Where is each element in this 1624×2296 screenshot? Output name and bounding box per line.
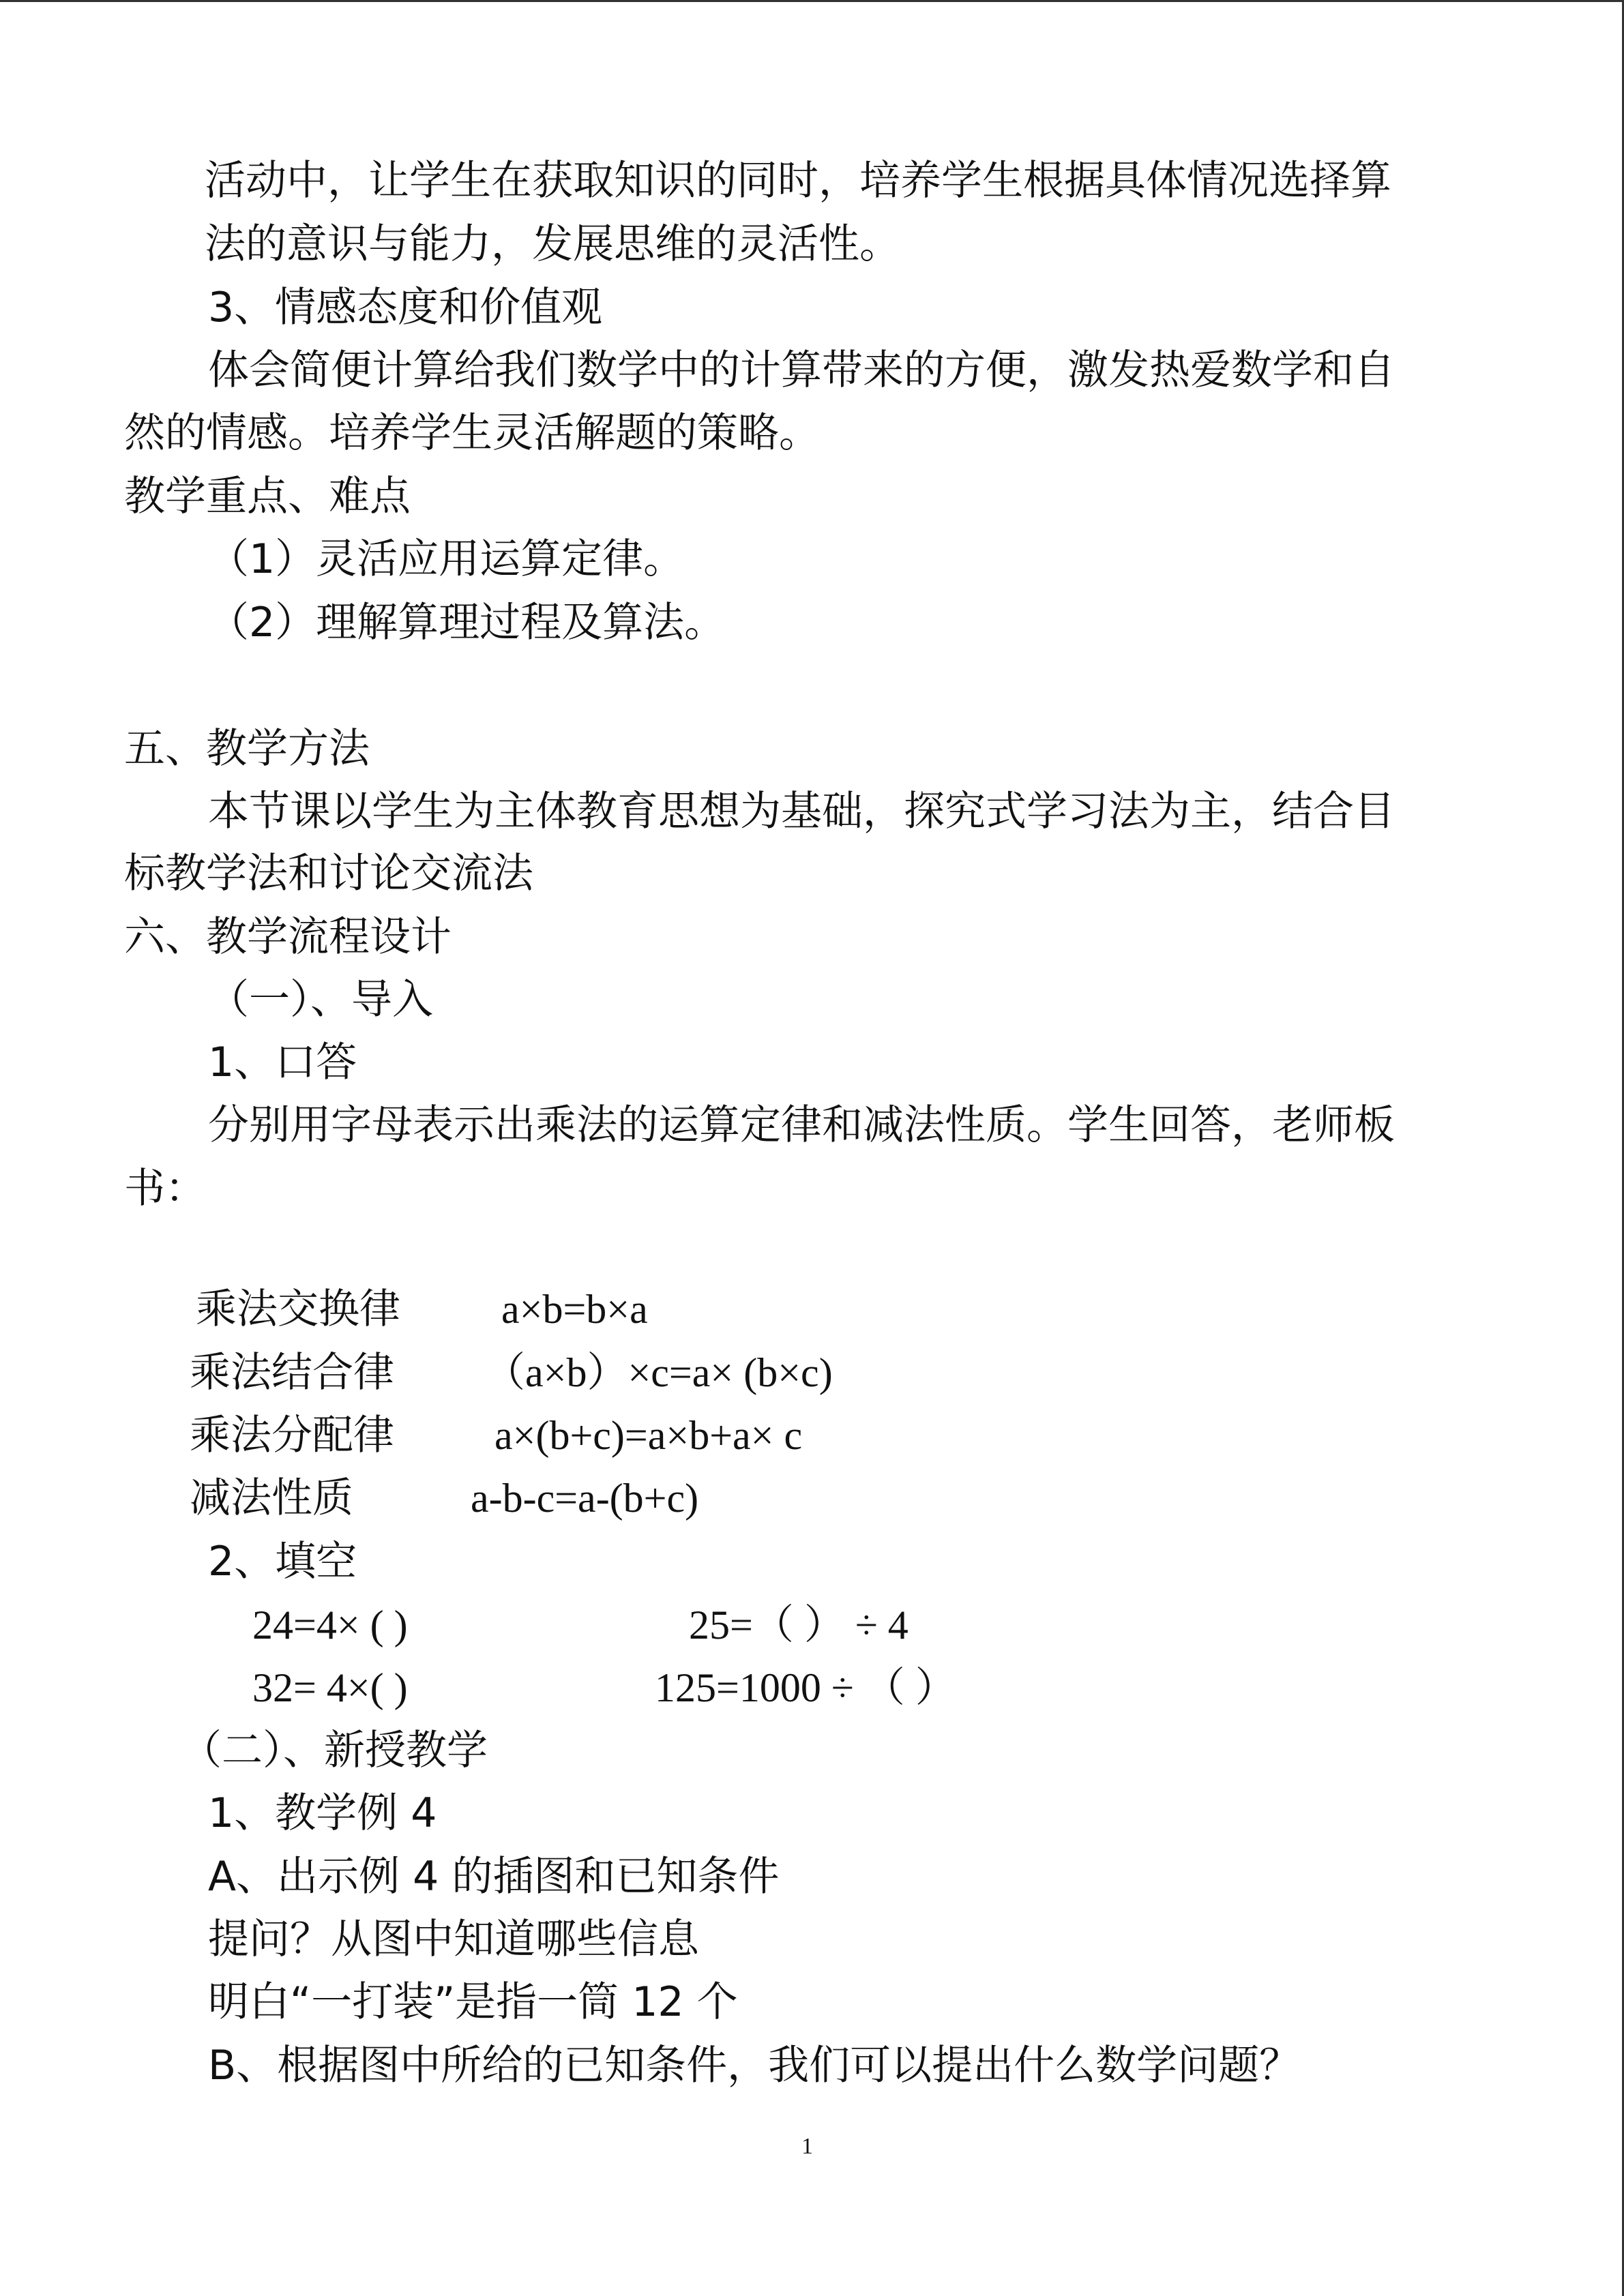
- text-line: 明白“一打装”是指一筒 12 个: [208, 1978, 738, 2026]
- text-line: （2）理解算理过程及算法。: [208, 599, 726, 646]
- law-formula: a×(b+c)=a×b+a× c: [494, 1413, 803, 1458]
- law-formula: （a×b）×c=a× (b×c): [484, 1350, 833, 1395]
- fill-item: 32= 4×( ): [252, 1665, 408, 1710]
- text-line: 分别用字母表示出乘法的运算定律和减法性质。学生回答，老师板: [208, 1101, 1395, 1149]
- fill-item: 125=1000 ÷ （ ）: [655, 1665, 956, 1710]
- page-number: 1: [801, 2134, 813, 2159]
- text-line: 1、教学例 4: [208, 1789, 437, 1837]
- text-line: 法的意识与能力，发展思维的灵活性。: [205, 220, 900, 268]
- law-formula: a×b=b×a: [501, 1287, 648, 1332]
- text-line: （一）、导入: [208, 976, 433, 1024]
- law-name: 乘法结合律: [190, 1349, 394, 1397]
- text-line: 提问？从图中知道哪些信息: [208, 1915, 699, 1963]
- text-line: 3、情感态度和价值观: [208, 284, 603, 331]
- law-name: 减法性质: [190, 1474, 353, 1522]
- section-heading: 五、教学方法: [124, 725, 370, 773]
- top-border: [0, 0, 1624, 2]
- fill-item: 25=（ ） ÷ 4: [689, 1602, 909, 1648]
- text-line: 体会简便计算给我们数学中的计算带来的方便，激发热爱数学和自: [208, 346, 1395, 394]
- law-formula: a-b-c=a-(b+c): [471, 1476, 699, 1521]
- text-line: 标教学法和讨论交流法: [124, 850, 533, 897]
- text-line: 然的情感。培养学生灵活解题的策略。: [124, 409, 820, 457]
- fill-title: 2、填空: [208, 1538, 357, 1585]
- text-line: （1）灵活应用运算定律。: [208, 535, 685, 583]
- section-heading: 六、教学流程设计: [124, 913, 452, 961]
- text-line: 活动中，让学生在获取知识的同时，培养学生根据具体情况选择算: [205, 157, 1391, 205]
- section-heading: （二）、新授教学: [181, 1727, 488, 1774]
- law-name: 乘法分配律: [190, 1412, 394, 1459]
- text-line: B、根据图中所给的已知条件，我们可以提出什么数学问题？: [208, 2042, 1301, 2089]
- fill-item: 24=4× ( ): [252, 1602, 408, 1648]
- law-name: 乘法交换律: [196, 1285, 400, 1333]
- text-line: 本节课以学生为主体教育思想为基础，探究式学习法为主，结合目: [208, 788, 1395, 835]
- text-line: A、出示例 4 的插图和已知条件: [208, 1853, 780, 1900]
- text-line: 书：: [124, 1165, 206, 1212]
- text-line: 1、口答: [208, 1039, 357, 1086]
- section-heading: 教学重点、难点: [124, 473, 411, 520]
